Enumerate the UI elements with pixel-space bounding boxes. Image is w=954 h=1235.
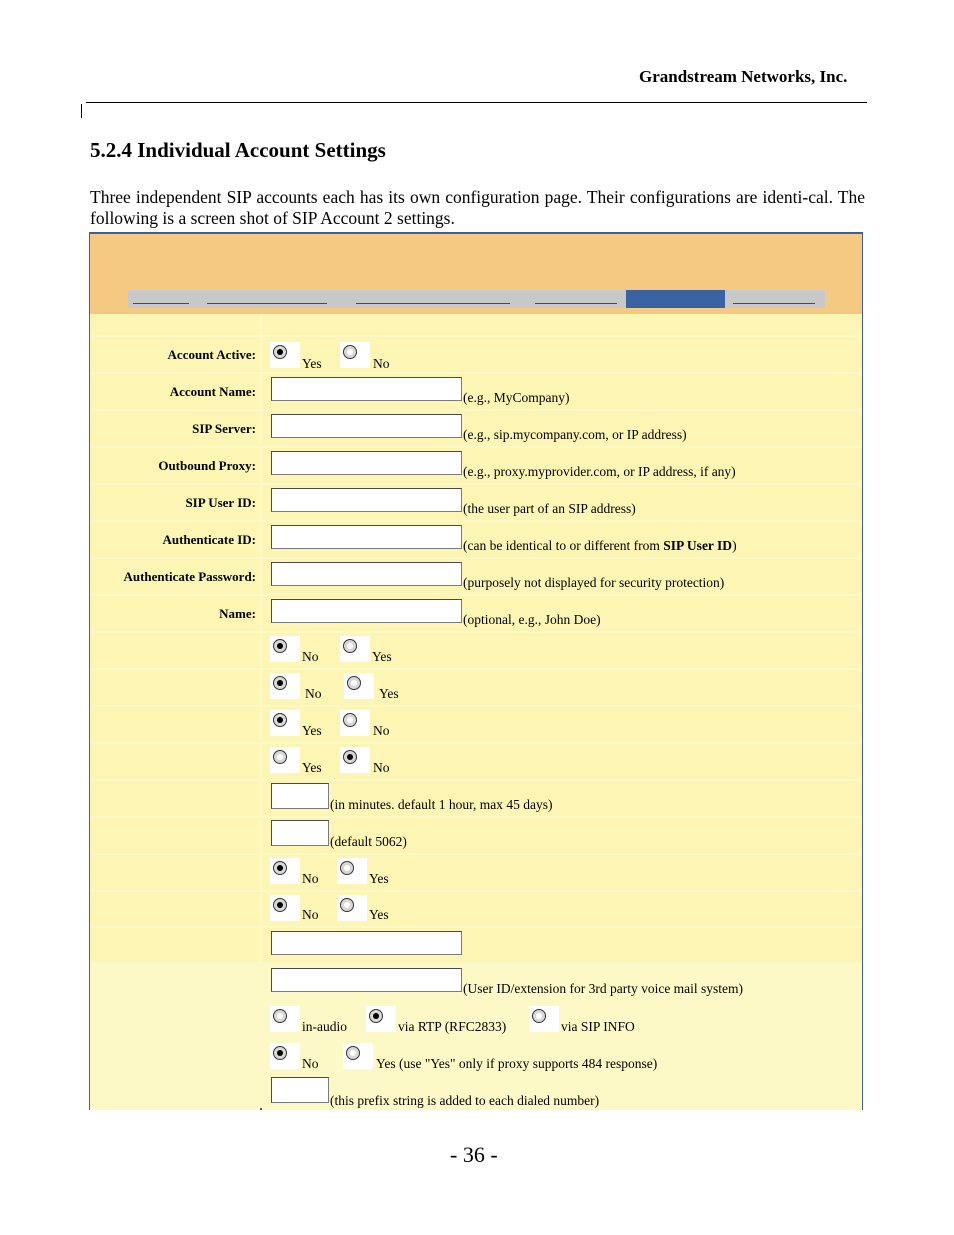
- option-4-yes-label: Yes: [302, 760, 322, 775]
- sip-user-id-hint: (the user part of an SIP address): [463, 501, 636, 516]
- outbound-proxy-input[interactable]: [271, 451, 462, 475]
- web-ui-header: [90, 234, 862, 314]
- account-name-input[interactable]: [271, 377, 462, 401]
- name-label: Name:: [219, 606, 256, 621]
- row-authenticate-id: [90, 522, 862, 557]
- row-option-1: [90, 633, 862, 668]
- expiration-input[interactable]: [271, 783, 329, 809]
- name-hint: (optional, e.g., John Doe): [463, 612, 601, 627]
- row-expiration: [90, 781, 862, 816]
- dtmf-sip-info-radio[interactable]: [529, 1006, 559, 1032]
- port-hint: (default 5062): [330, 834, 407, 849]
- authenticate-password-input[interactable]: [271, 562, 462, 586]
- voicemail-input[interactable]: [271, 968, 462, 992]
- nav-tab-3[interactable]: [356, 290, 510, 308]
- authenticate-password-hint: (purposely not displayed for security protection): [463, 575, 725, 590]
- option-1-yes-label: Yes: [372, 649, 392, 664]
- option-5-no-radio[interactable]: [270, 858, 300, 884]
- section-title: 5.2.4 Individual Account Settings: [90, 138, 386, 162]
- outbound-proxy-label: Outbound Proxy:: [158, 458, 256, 473]
- sip-server-hint: (e.g., sip.mycompany.com, or IP address): [463, 427, 687, 442]
- option-2-no-label: No: [305, 686, 322, 701]
- header-rule: [86, 102, 867, 103]
- option-1-no-radio[interactable]: [270, 636, 300, 662]
- option-5-yes-label: Yes: [369, 871, 389, 886]
- row-option-6: [90, 892, 862, 926]
- nav-tab-account-2[interactable]: [626, 290, 725, 308]
- option-2-yes-radio[interactable]: [344, 673, 374, 699]
- account-active-label: Account Active:: [167, 347, 256, 362]
- option-3-no-label: No: [373, 723, 390, 738]
- option-6-no-radio[interactable]: [270, 895, 300, 921]
- page-number: - 36 -: [450, 1142, 498, 1167]
- name-input[interactable]: [271, 599, 462, 623]
- option-4-no-radio[interactable]: [340, 747, 370, 773]
- option-5-no-label: No: [302, 871, 319, 886]
- option-1-yes-radio[interactable]: [340, 636, 370, 662]
- expiration-hint: (in minutes. default 1 hour, max 45 days): [330, 797, 553, 812]
- proxy-484-no-radio[interactable]: [270, 1043, 300, 1069]
- voicemail-hint: (User ID/extension for 3rd party voice mail system): [463, 981, 744, 996]
- sip-user-id-label: SIP User ID:: [185, 495, 256, 510]
- account-active-no-label: No: [373, 356, 390, 371]
- row-sip-user-id: [90, 485, 862, 520]
- option-1-no-label: No: [302, 649, 319, 664]
- intro-paragraph: Three independent SIP accounts each has its own configuration page. Their configurations are identi-cal. The following is a screen shot of SIP Account 2 settings.: [90, 187, 865, 228]
- dial-prefix-input[interactable]: [271, 1077, 329, 1103]
- nav-tab-6[interactable]: [733, 290, 815, 308]
- dial-prefix-hint: (this prefix string is added to each dialed number): [330, 1093, 600, 1108]
- authenticate-password-label: Authenticate Password:: [123, 569, 256, 584]
- outbound-proxy-hint: (e.g., proxy.myprovider.com, or IP address, if any): [463, 464, 736, 479]
- nav-tab-4[interactable]: [535, 290, 617, 308]
- option-2-yes-label: Yes: [379, 686, 399, 701]
- option-6-yes-label: Yes: [369, 907, 389, 922]
- nav-bar: [128, 290, 825, 308]
- account-name-label: Account Name:: [169, 384, 256, 399]
- sip-user-id-input[interactable]: [271, 488, 462, 512]
- row-option-5: [90, 855, 862, 890]
- company-name: Grandstream Networks, Inc.: [639, 67, 848, 86]
- option-6-yes-radio[interactable]: [337, 895, 367, 921]
- row-name: [90, 596, 862, 631]
- option-6-no-label: No: [302, 907, 319, 922]
- nav-tab-1[interactable]: [133, 290, 189, 308]
- row-port: [90, 818, 862, 853]
- proxy-484-yes-label: Yes (use "Yes" only if proxy supports 484 response): [376, 1056, 658, 1071]
- account-active-no-radio[interactable]: [340, 342, 370, 368]
- row-account-active: [90, 337, 862, 372]
- option-3-no-radio[interactable]: [340, 710, 370, 736]
- row-option-3: [90, 707, 862, 742]
- sip-account-settings-screenshot: [89, 232, 863, 1110]
- account-active-yes-label: Yes: [302, 356, 322, 371]
- row-account-name: [90, 374, 862, 409]
- row-sip-server: [90, 411, 862, 446]
- nav-tab-2[interactable]: [207, 290, 327, 308]
- row-authenticate-password: [90, 559, 862, 594]
- row-text-field: [90, 928, 862, 962]
- authenticate-id-label: Authenticate ID:: [162, 532, 256, 547]
- row-option-2: [90, 670, 862, 705]
- account-name-hint: (e.g., MyCompany): [463, 390, 570, 405]
- dtmf-in-audio-label: in-audio: [302, 1019, 347, 1034]
- sip-server-input[interactable]: [271, 414, 462, 438]
- port-input[interactable]: [271, 820, 329, 846]
- proxy-484-yes-radio[interactable]: [343, 1043, 373, 1069]
- option-4-yes-radio[interactable]: [270, 747, 300, 773]
- option-2-no-radio[interactable]: [270, 673, 300, 699]
- row-outbound-proxy: [90, 448, 862, 483]
- option-3-yes-radio[interactable]: [270, 710, 300, 736]
- proxy-484-no-label: No: [302, 1056, 319, 1071]
- dtmf-rtp-label: via RTP (RFC2833): [398, 1019, 507, 1034]
- dtmf-rtp-radio[interactable]: [366, 1006, 396, 1032]
- text-input[interactable]: [271, 931, 462, 955]
- option-3-yes-label: Yes: [302, 723, 322, 738]
- margin-mark: [81, 104, 82, 118]
- authenticate-id-input[interactable]: [271, 525, 462, 549]
- option-5-yes-radio[interactable]: [337, 858, 367, 884]
- sip-server-label: SIP Server:: [192, 421, 256, 436]
- row-option-4: [90, 744, 862, 779]
- option-4-no-label: No: [373, 760, 390, 775]
- dtmf-sip-info-label: via SIP INFO: [561, 1019, 635, 1034]
- account-active-yes-radio[interactable]: [270, 342, 300, 368]
- lower-section: [90, 964, 862, 1110]
- dtmf-in-audio-radio[interactable]: [270, 1006, 300, 1032]
- authenticate-id-hint: (can be identical to or different from SIP User ID): [463, 538, 737, 553]
